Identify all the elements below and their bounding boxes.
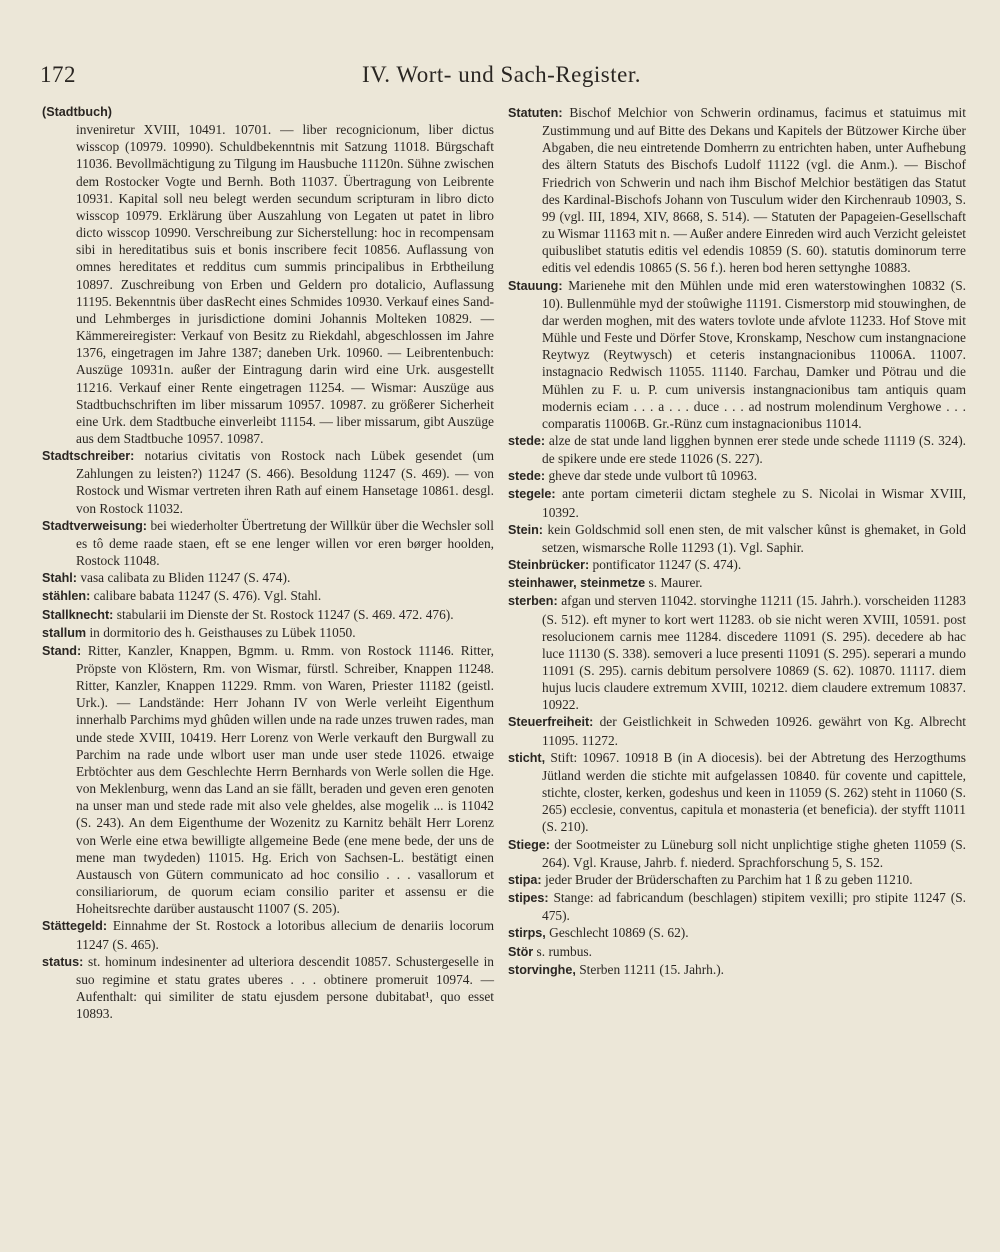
index-entry bbox=[42, 642, 494, 918]
index-entry bbox=[508, 713, 966, 748]
index-entry bbox=[508, 961, 966, 979]
entry-lemma: Stättegeld: bbox=[42, 919, 108, 934]
entry-text: alze de stat unde land ligghen bynnen erer stede unde schede 11119 (S. 324). de spikere unde ere stede 11026 (S. 227). bbox=[542, 432, 966, 467]
entry-text: der Sootmeister zu Lüneburg soll nicht unplichtige stighe gheten 11059 (S. 264). Vgl. Krause, Jahrb. f. niederd. Sprachforschung 5, S. 152. bbox=[542, 836, 966, 870]
entry-lemma: Stör bbox=[508, 944, 534, 959]
entry-lemma: stegele: bbox=[508, 487, 556, 502]
right-column bbox=[508, 104, 966, 979]
entry-text: notarius civitatis von Rostock nach Lübek gesendet (um Zahlungen zu leisten?) 11247 (S. 466). Besoldung 11247 (S. 469). — von Rostock und Wismar vertreten ihren Rath auf einem Hansetage 10861. desgl. von Rostock 11032. bbox=[76, 448, 494, 516]
entry-lemma: Statuten: bbox=[508, 106, 563, 120]
entry-text: gheve dar stede unde vulbort tû 10963. bbox=[545, 468, 758, 484]
index-entry bbox=[508, 749, 966, 836]
entry-text: pontificator 11247 (S. 474). bbox=[589, 557, 742, 573]
entry-text: Sterben 11211 (15. Jahrh.). bbox=[575, 961, 725, 977]
continued-entry bbox=[42, 104, 494, 447]
entry-text: Einnahme der St. Rostock a lotoribus allecium de denariis locorum 11247 (S. 465). bbox=[76, 918, 494, 952]
entry-lemma: Stauung: bbox=[508, 278, 563, 293]
index-entry bbox=[42, 624, 494, 642]
entry-lemma: status: bbox=[42, 954, 84, 969]
index-entry bbox=[42, 569, 494, 587]
index-entry bbox=[508, 889, 966, 924]
index-entry bbox=[508, 277, 966, 432]
continued-heading: (Stadtbuch) bbox=[42, 105, 112, 119]
entry-lemma: stallum bbox=[42, 625, 87, 640]
entry-text: calibare babata 11247 (S. 476). Vgl. Stahl. bbox=[90, 588, 322, 604]
index-entry bbox=[508, 924, 966, 942]
index-entry bbox=[42, 587, 494, 605]
entry-text: stabularii im Dienste der St. Rostock 11247 (S. 469. 472. 476). bbox=[113, 606, 454, 622]
index-entry bbox=[42, 953, 494, 1023]
page-header bbox=[40, 62, 660, 92]
entry-lemma: steinhawer, steinmetze bbox=[508, 576, 646, 591]
index-entry bbox=[42, 447, 494, 517]
entry-text: Ritter, Kanzler, Knappen, Bgmm. u. Rmm. von Rostock 11146. Ritter, Pröpste von Klöstern, Rm. von Wismar, fürstl. Schreiber, Knappen 11248. Ritter, Kanzler, Knappen 11229. Rmm. von Waren, Priester 11182 (geistl. Urk.). — Landstände: Herr Johann IV von Werle verleiht Eigenthum innerhalb Parchims myd ghûden willen unde na rade unzes truwen rades, man unde stede XVIII, 10419. Herr Lorenz von Werle verkauft den Burgwall zu Parchim na rade unde wlbort user man unde user stede 11026. etwaige Erbtöchter aus dem Geschlechte Herrn Bernhards von Werle sollen die Hge. von Meklenburg, wenn das Land an sie fällt, beraden und geven eren genoten na unser man und stede rade mit also vele gheldes, alse mogelik ... is 11042 (S. 243). An dem Eigenthume der Wozenitz zu Karnitz behält Herr Lorenz von Werle eine etwa bewilligte allgemeine Bede (ene mene bede, der uns de mene man twydeden) 11015. Hg. Erich von Sachsen-L. bestätigt einen Austausch von Gütern communicato ad hoc consilio . . . vasallorum et consiliariorum, de quorum eciam consilio pariter et assensu er die Hoheitsrechte darüber austauscht 11007 (S. 205). bbox=[76, 642, 494, 917]
index-entry bbox=[42, 517, 494, 569]
page-number: 172 bbox=[40, 62, 76, 87]
entry-text: Bischof Melchior von Schwerin ordinamus, facimus et statuimus mit Zustimmung und auf Bitte des Dekans und Kapitels der Bützower Kirche über Abgaben, die neu eintretende Domherrn zu entrichten haben, unter Aufhebung des ältern Statuts des Bischofs Ludolf 11122 (vgl. die Anm.). — Bischof Friedrich von Schwerin und nach ihm Bischof Melchior bestätigen das Statut des Kardinal-Bischofs Johann von Tusculum wider den Kirchenraub 10903, S. 99 (vgl. III, 1894, XIV, 8668, S. 514). — Statuten der Papageien-Gesellschaft zu Wismar 11163 mit n. — Außer andere Einreden wird auch Verzicht geleistet quibuslibet statutis editis vel edendis 10859 (S. 60). statutis dominorum terre editis vel edendis 10865 (S. 56 f.). heren bod heren settynghe 10883. bbox=[542, 105, 966, 276]
entry-text: Stange: ad fabricandum (beschlagen) stipitem vexilli; pro stipite 11247 (S. 475). bbox=[542, 890, 966, 924]
entry-text: der Geistlichkeit in Schweden 10926. gewährt von Kg. Albrecht 11095. 11272. bbox=[542, 714, 966, 748]
entry-text: bei wiederholter Übertretung der Willkür über die Wechsler soll es tô deme raade staen, eft se ene lenger willen vor eren børger hoolden, Rostock 11048. bbox=[76, 517, 494, 569]
entry-lemma: stipa: bbox=[508, 872, 542, 887]
entry-text: s. Maurer. bbox=[645, 575, 703, 591]
entry-lemma: Stahl: bbox=[42, 571, 77, 586]
entry-lemma: Stiege: bbox=[508, 837, 550, 852]
entry-text: Stift: 10967. 10918 B (in A diocesis). bei der Abtretung des Herzogthums Jütland werden die stichte mit aufgelassen 10840. für covente und capittele, stichte, closter, kerken, godeshus und keen in 11059 (S. 262) steht in 11060 (S. 265) ecclesie, conventus, capitula et monasteria (et beneficia). der styfft 11011 (S. 210). bbox=[542, 749, 966, 835]
entry-lemma: Steuerfreiheit: bbox=[508, 715, 594, 730]
entry-text: st. hominum indesinenter ad ulteriora descendit 10857. Schustergeselle in suo regimine et statu grates uberes . . . obtinere promeruit 10974. — Aufenthalt: qui similiter de statu ejusdem persone dubitabat¹, quo esset 10893. bbox=[76, 953, 494, 1022]
index-entry bbox=[508, 432, 966, 467]
index-entry bbox=[508, 871, 966, 889]
entry-lemma: stede: bbox=[508, 433, 546, 448]
entry-text: vasa calibata zu Bliden 11247 (S. 474). bbox=[76, 570, 291, 586]
index-entry bbox=[42, 606, 494, 624]
index-entry bbox=[508, 943, 966, 961]
entry-lemma: Stallknecht: bbox=[42, 607, 114, 622]
index-entry bbox=[508, 467, 966, 485]
entry-lemma: Stadtverweisung: bbox=[42, 518, 147, 533]
entry-lemma: stipes: bbox=[508, 891, 549, 906]
entry-lemma: sticht, bbox=[508, 750, 546, 765]
entry-text: kein Goldschmid soll enen sten, de mit valscher kûnst is ghemaket, in Gold setzen, wismarsche Rolle 11293 (1). Vgl. Saphir. bbox=[542, 521, 966, 555]
left-column bbox=[42, 104, 494, 1022]
entry-lemma: stirps, bbox=[508, 926, 546, 941]
index-entry bbox=[508, 521, 966, 556]
entry-lemma: stede: bbox=[508, 469, 546, 484]
index-entry bbox=[508, 836, 966, 871]
index-entry bbox=[508, 485, 966, 520]
entry-lemma: stählen: bbox=[42, 589, 91, 604]
entry-lemma: sterben: bbox=[508, 594, 558, 609]
entry-lemma: Stadtschreiber: bbox=[42, 449, 135, 464]
entry-lemma: storvinghe, bbox=[508, 962, 576, 977]
entry-text: in dormitorio des h. Geisthauses zu Lübek 11050. bbox=[86, 624, 356, 640]
entry-text: jeder Bruder der Brüderschaften zu Parchim hat 1 ß zu geben 11210. bbox=[541, 871, 913, 887]
running-title: IV. Wort- und Sach-Register. bbox=[362, 62, 641, 87]
entry-text: inveniretur XVIII, 10491. 10701. — liber recognicionum, liber dictus wisscop (10979. 10990). Schuldbekenntnis mit Satzung 11018. Bürgschaft 11036. Bevollmächtigung zu Tilgung im Hausbuche 11120n. Sühne zwischen dem Rostocker Vogte und Bernh. Both 11037. Übertragung von Leibrente 10931. Kapital soll neu belegt werden secundum scripturam in libro dicto wisscop 10979. Erklärung über Auszahlung von Legaten ut patet in libro dicto wisscop 10990. Verschreibung zur Sicherstellung: hoc in recompensam sibi in hereditatibus suis et bonis inscribere fecit 10856. Auflassung von omnes hereditates et redditus cum summis principalibus in Erbtheilung 10897. Zuschreibung von Erben und Geldern pro dotalicio, Auflassung 11195. Bekenntnis über dasRecht eines Schmides 10930. Verkauf eines Sand- und Lehmberges in jurisdictione domini Johannis Molteken 10829. — Kämmereiregister: Verkauf von Besitz zu Riekdahl, abgeschlossen im Jahre 1376, eingetragen im Jahre 1387; daneben Urk. 10960. — Leibrentenbuch: Auszüge 10931n. außer der Eintragung darin wird eine Urk. ausgestellt 11216. Verkauf einer Rente eingetragen 11254. — Wismar: Auszüge aus Stadtbuchschriften im liber missarum 10957. 10987. zu größerer Sicherheit eine Urk. dem Stadtbuche einverleibt 11154. — liber missarum, gibt Auszüge aus dem Stadtbuche 10957. 10987. bbox=[76, 122, 494, 446]
index-entry bbox=[508, 574, 966, 592]
entry-text: ante portam cimeterii dictam steghele zu S. Nicolai in Wismar XVIII, 10392. bbox=[542, 486, 966, 520]
entry-text: afgan und sterven 11042. storvinghe 11211 (15. Jahrh.). vorscheiden 11283 (S. 512). eft myner to kort wert 11283. ob sie nicht weren XVIII, 10591. post resolucionem carnis mee 11284. discedere 11091 (S. 295). decedere ab hac luce 11130 (S. 338). semoveri a luce presenti 11091 (S. 295). seperari a mundo 11091 (S. 295). carnis debitum persolvere 10869 (S. 62). 10870. 11117. diem hujus lucis claudere extremum XVIII, 10212. diem claudere extremum 10837. 10922. bbox=[542, 593, 966, 713]
index-entry bbox=[42, 917, 494, 952]
entry-text: s. rumbus. bbox=[533, 943, 592, 959]
entry-lemma: Stand: bbox=[42, 643, 82, 658]
entry-text: Marienehe mit den Mühlen unde mid eren waterstowinghen 10832 (S. 10). Bullenmühle myd der stoûwighe 11191. Cismerstorp mid stouwinghen, de dar werden moghen, mit des waters tovlote unde afvlote 11233. Hof Stove mit Mühle und Feste und Dörfer Stove, Kronskamp, Neschow cum instangnacione Reytwyz (Reytwysch) et ceteris instangnacionibus 11006A. 11007. instagnacio Redwisch 11055. 11140. Farchau, Damker und Pötrau und die Mühlen zu F. u. P. cum universis instangnacionibus tam antiquis quam modernis eciam . . . a . . . duce . . . ad nostrum molendinum Verghowe . . . comparatis 11006B. Gr.-Rünz cum instagnacionibus 11014. bbox=[542, 277, 966, 431]
entry-lemma: Steinbrücker: bbox=[508, 558, 590, 573]
entry-text: Geschlecht 10869 (S. 62). bbox=[545, 925, 689, 941]
entry-lemma: Stein: bbox=[508, 522, 543, 537]
index-entry bbox=[508, 592, 966, 713]
index-entry bbox=[508, 104, 966, 277]
index-entry bbox=[508, 556, 966, 574]
